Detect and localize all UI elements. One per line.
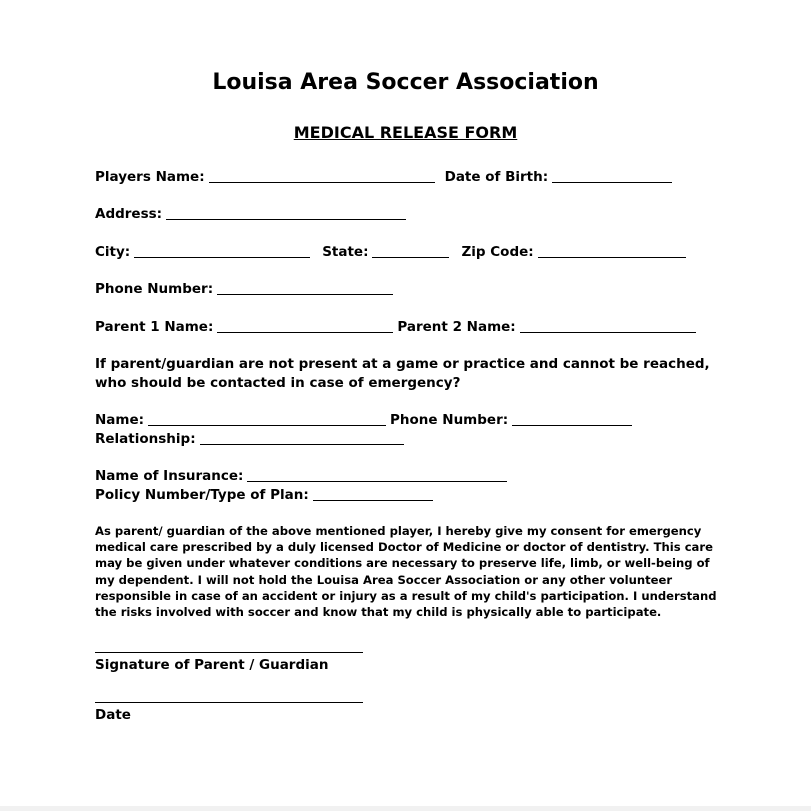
signature-field[interactable] <box>95 651 363 653</box>
state-field[interactable] <box>372 256 449 258</box>
emergency-name-label: Name: <box>95 412 145 428</box>
insurance-name-field[interactable] <box>247 480 507 482</box>
zip-code-label: Zip Code: <box>461 244 534 260</box>
city-state-zip-row <box>95 244 686 260</box>
address-row <box>95 206 406 222</box>
date-label: Date <box>95 707 131 723</box>
city-field[interactable] <box>134 256 310 258</box>
emergency-phone-field[interactable] <box>512 424 632 426</box>
policy-label: Policy Number/Type of Plan: <box>95 487 309 503</box>
policy-row <box>95 487 433 503</box>
state-label: State: <box>322 244 369 260</box>
emergency-name-field[interactable] <box>148 424 386 426</box>
relationship-row <box>95 431 404 447</box>
date-of-birth-label: Date of Birth: <box>444 169 549 185</box>
form-subtitle: MEDICAL RELEASE FORM <box>293 123 518 142</box>
emergency-question: If parent/guardian are not present at a game or practice and cannot be reached, who should be contacted in case of emergency? <box>95 356 710 391</box>
relationship-label: Relationship: <box>95 431 196 447</box>
city-label: City: <box>95 244 131 260</box>
phone-row <box>95 281 393 297</box>
address-field[interactable] <box>166 218 406 220</box>
zip-code-field[interactable] <box>538 256 686 258</box>
insurance-row <box>95 468 507 484</box>
parents-row <box>95 319 696 335</box>
players-name-label: Players Name: <box>95 169 205 185</box>
date-of-birth-field[interactable] <box>552 181 672 183</box>
relationship-field[interactable] <box>200 443 404 445</box>
emergency-contact-row <box>95 412 632 428</box>
players-name-field[interactable] <box>209 181 435 183</box>
policy-field[interactable] <box>313 499 433 501</box>
parent1-name-label: Parent 1 Name: <box>95 319 214 335</box>
address-label: Address: <box>95 206 163 222</box>
page-title: Louisa Area Soccer Association <box>212 70 599 95</box>
emergency-phone-label: Phone Number: <box>390 412 509 428</box>
phone-number-label: Phone Number: <box>95 281 214 297</box>
player-info-row <box>95 169 672 185</box>
signature-label: Signature of Parent / Guardian <box>95 657 329 673</box>
parent2-name-field[interactable] <box>520 331 696 333</box>
parent2-name-label: Parent 2 Name: <box>397 319 516 335</box>
consent-paragraph: As parent/ guardian of the above mentioned player, I hereby give my consent for emergency medical care prescribed by a duly licensed Doctor of Medicine or doctor of dentistry. This care may be given under whatever conditions are necessary to preserve life, limb, or well-being of my dependent. I will not hold the Louisa Area Soccer Association or any other volunteer responsible in case of an accident or injury as a result of my child's participation. I understand the risks involved with soccer and know that my child is physically able to participate. <box>95 524 717 620</box>
date-field[interactable] <box>95 701 363 703</box>
phone-number-field[interactable] <box>217 293 393 295</box>
parent1-name-field[interactable] <box>217 331 393 333</box>
page-bottom-edge <box>0 806 811 811</box>
insurance-name-label: Name of Insurance: <box>95 468 244 484</box>
